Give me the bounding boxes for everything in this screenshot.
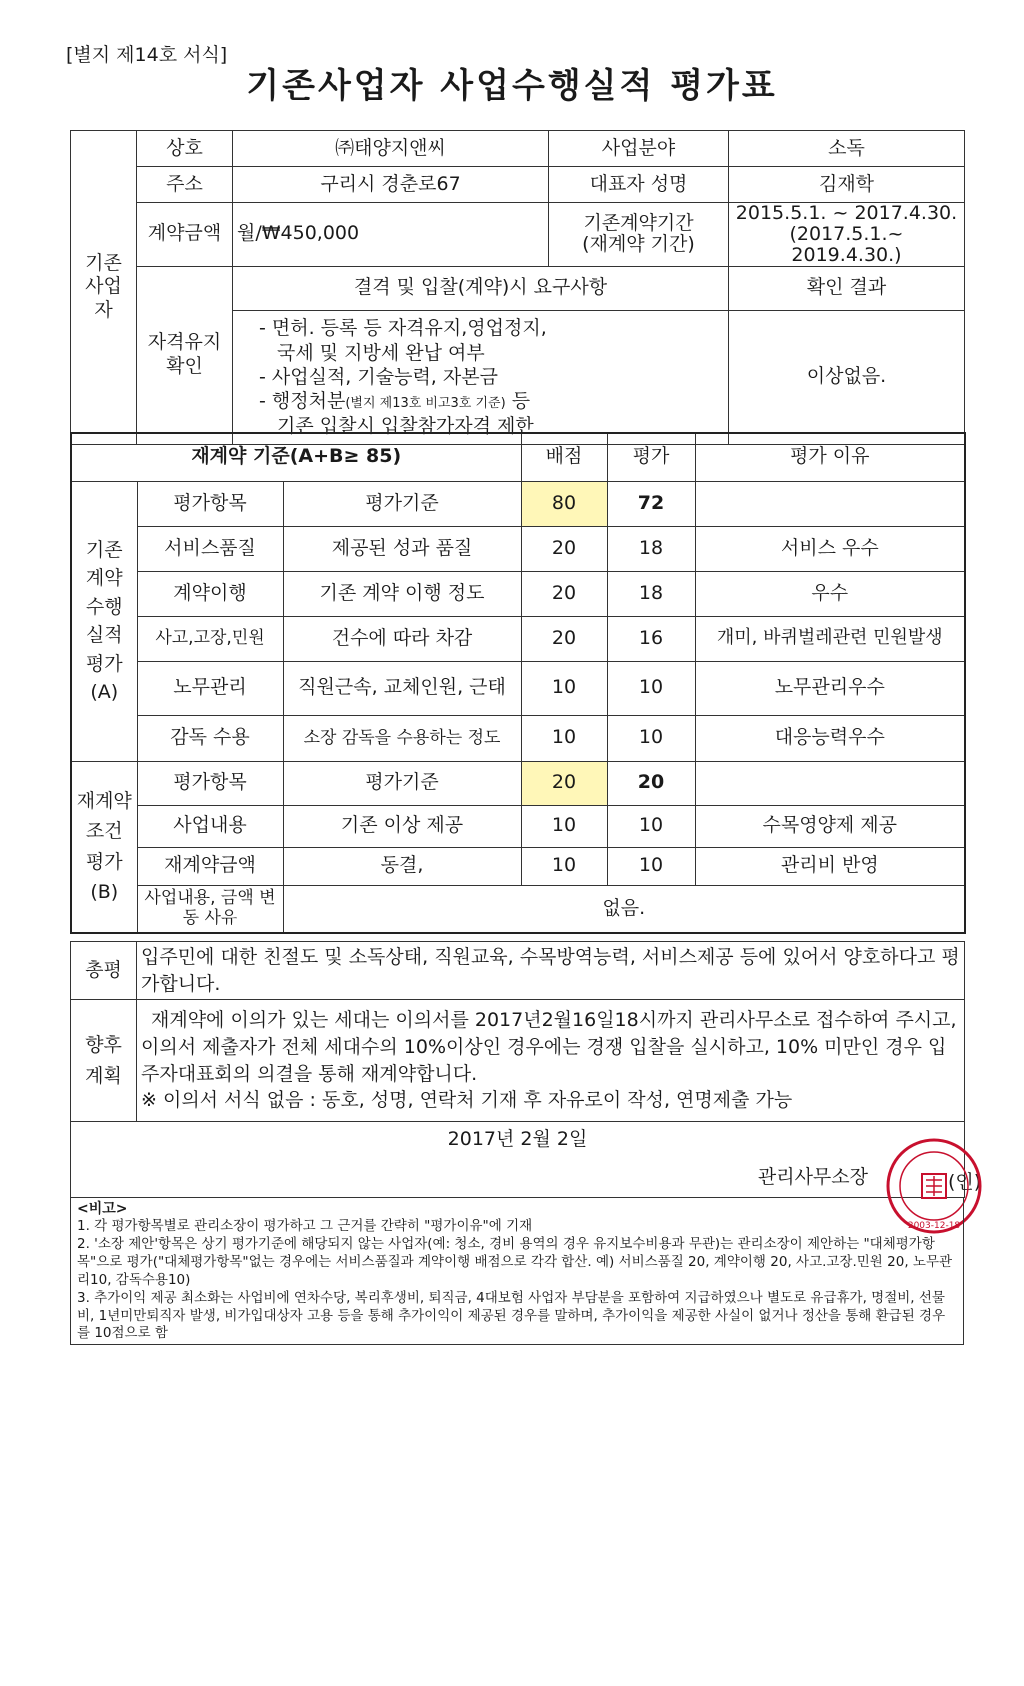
criteria-header: 재계약 기준(A+B≥ 85) <box>71 433 521 481</box>
a-total-eval: 72 <box>607 481 695 526</box>
address-label: 주소 <box>137 167 233 203</box>
requirements-header: 결격 및 입찰(계약)시 요구사항 <box>233 266 729 310</box>
result-header: 확인 결과 <box>729 266 965 310</box>
rep-value: 김재학 <box>729 167 965 203</box>
b-total-reason <box>695 761 965 805</box>
b-total-score: 20 <box>521 761 607 805</box>
name-label: 상호 <box>137 131 233 167</box>
period-value: 2015.5.1. ~ 2017.4.30. (2017.5.1.~ 2019.4.30.) <box>729 203 965 267</box>
table-row: 노무관리 직원근속, 교체인원, 근태 10 10 노무관리우수 <box>71 661 965 715</box>
reason-header: 평가 이유 <box>695 433 965 481</box>
evaluation-table <box>70 432 966 934</box>
a-total-reason <box>695 481 965 526</box>
eval-header: 평가 <box>607 433 695 481</box>
amount-value: 월/₩450,000 <box>233 203 549 267</box>
table-row: 서비스품질 제공된 성과 품질 20 18 서비스 우수 <box>71 526 965 571</box>
existing-operator-table <box>70 130 965 445</box>
period-label: 기존계약기간 (재계약 기간) <box>549 203 729 267</box>
b-total-eval: 20 <box>607 761 695 805</box>
signature-block <box>71 1122 965 1198</box>
a-item-header: 평가항목 <box>137 481 283 526</box>
form-number: [별지 제14호 서식] <box>66 44 228 66</box>
notes-block <box>70 1197 964 1345</box>
summary-table <box>70 941 965 1198</box>
section-existing-label: 기존사업자 <box>71 131 137 445</box>
plan-text: 재계약에 이의가 있는 세대는 이의서를 2017년2월16일18시까지 관리사무소로 접수하여 주시고, 이의서 제출자가 전체 세대수의 10%이상인 경우에는 경쟁 입찰을 실시하고, 10% 미만인 경우 입주자대표회의 의결을 통해 재계약합니다. ※ 이의서 서식 없음 : 동호, 성명, 연락처 기재 후 자유로이 작성, 연명제출 가능 <box>137 1000 965 1122</box>
note-item: 3. 추가이익 제공 최소화는 사업비에 연차수당, 복리후생비, 퇴직금, 4대보험 사업자 부담분을 포함하여 지급하였으나 별도로 유급휴가, 명절비, 선물비, 1년미만퇴직자 발생, 비가입대상자 고용 등을 통해 추가이익이 제공된 경우를 말하며, 추가이익을 제공한 사실이 없거나 정산을 통해 환급된 경우를 10점으로 함 <box>77 1289 946 1342</box>
qualification-label: 자격유지 확인 <box>137 266 233 444</box>
requirements-list: - 면허. 등록 등 자격유지,영업정지, 국세 및 지방세 완납 여부 - 사업실적, 기술능력, 자본금 - 행정처분(별지 제13호 비고3호 기준) 등 기존 입찰시 입찰참가자격 제한 <box>233 310 729 444</box>
stamp-mark: (인) <box>948 1171 982 1193</box>
change-reason-value: 없음. <box>283 885 965 933</box>
score-header: 배점 <box>521 433 607 481</box>
section-b-label: 재계약 조건 평가 (B) <box>71 761 137 933</box>
rep-label: 대표자 성명 <box>549 167 729 203</box>
signer: 관리사무소장 <box>757 1166 868 1188</box>
summary-text: 입주민에 대한 친절도 및 소독상태, 직원교육, 수목방역능력, 서비스제공 등에 있어서 양호하다고 평가합니다. <box>137 942 965 1000</box>
date: 2017년 2월 2일 <box>447 1128 588 1150</box>
b-item-header: 평가항목 <box>137 761 283 805</box>
seal-date: 2003-12-18 <box>907 1221 961 1231</box>
table-row: 사고,고장,민원 건수에 따라 차감 20 16 개미, 바퀴벌레관련 민원발생 <box>71 616 965 661</box>
table-row: 재계약금액 동결, 10 10 관리비 반영 <box>71 847 965 885</box>
a-criteria-header: 평가기준 <box>283 481 521 526</box>
field-value: 소독 <box>729 131 965 167</box>
field-label: 사업분야 <box>549 131 729 167</box>
table-row: 감독 수용 소장 감독을 수용하는 정도 10 10 대응능력우수 <box>71 715 965 761</box>
b-criteria-header: 평가기준 <box>283 761 521 805</box>
change-reason-label: 사업내용, 금액 변동 사유 <box>137 885 283 933</box>
page-title: 기존사업자 사업수행실적 평가표 <box>246 66 778 106</box>
address-value: 구리시 경춘로67 <box>233 167 549 203</box>
table-row: 사업내용 기존 이상 제공 10 10 수목영양제 제공 <box>71 805 965 847</box>
name-value: ㈜태양지앤씨 <box>233 131 549 167</box>
note-item: 2. '소장 제안'항목은 상기 평가기준에 해당되지 않는 사업자(예: 청소, 경비 용역의 경우 유지보수비용과 무관)는 관리소장이 제안하는 "대체평가항목"으로 평가("대체평가항목"없는 경우에는 서비스품질과 계약이행 배점으로 각각 합산. 예) 서비스품질 20, 계약이행 20, 사고.고장.민원 20, 노무관리10, 감독수용10) <box>77 1236 953 1288</box>
a-total-score: 80 <box>521 481 607 526</box>
note-item: 1. 각 평가항목별로 관리소장이 평가하고 그 근거를 간략히 "평가이유"에 기재 <box>77 1218 533 1235</box>
amount-label: 계약금액 <box>137 203 233 267</box>
summary-label: 총평 <box>71 942 137 1000</box>
section-a-label: 기존 계약 수행 실적 평가 (A) <box>71 481 137 761</box>
table-row: 계약이행 기존 계약 이행 정도 20 18 우수 <box>71 571 965 616</box>
notes-title: <비고> <box>77 1201 128 1217</box>
result-value: 이상없음. <box>729 310 965 444</box>
plan-label: 향후 계획 <box>71 1000 137 1122</box>
